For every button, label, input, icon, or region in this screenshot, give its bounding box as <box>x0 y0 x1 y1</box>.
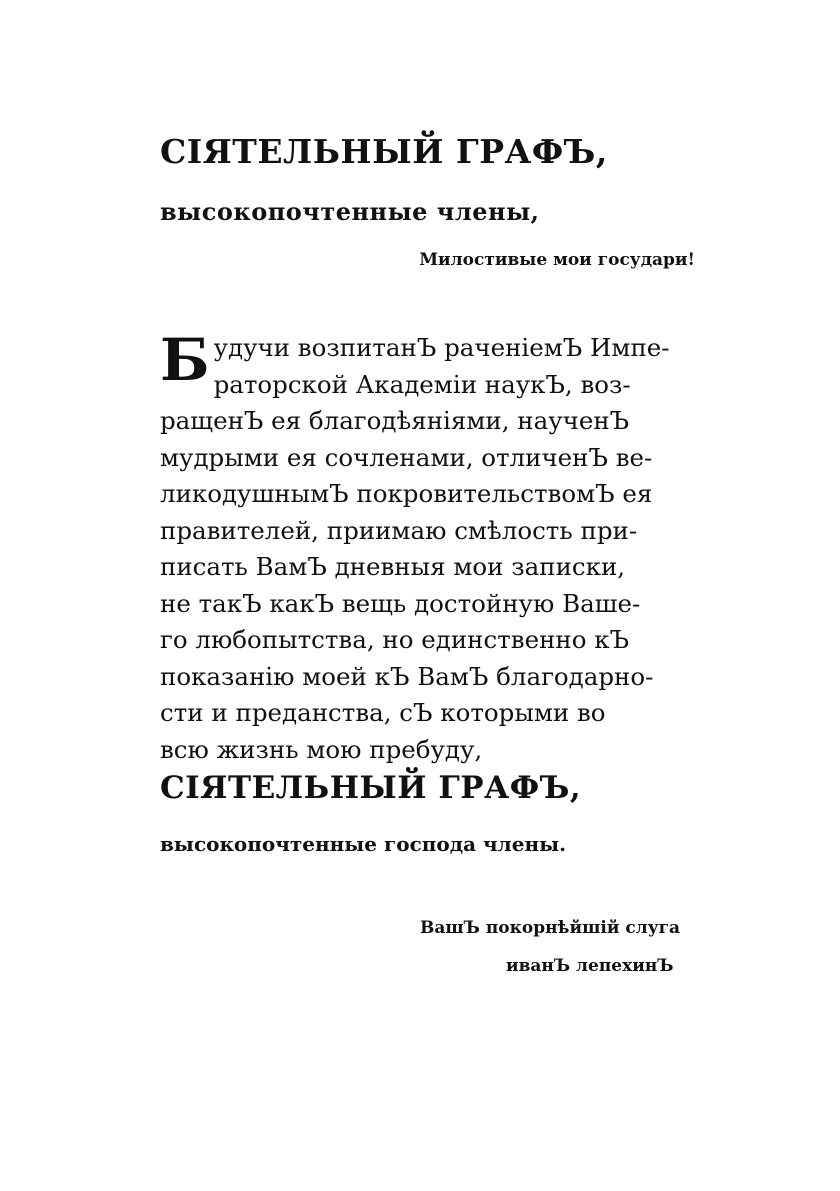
body-line: го любопытства, но единственно кЪ <box>160 625 630 654</box>
body-line: всю жизнь мою пребуду, <box>160 734 483 764</box>
body-line: раторской Академiи наукЪ, воз- <box>213 369 631 399</box>
closing-subheading: высокопочтенные господа члены. <box>160 832 567 856</box>
body-line: удучи возпитанЪ раченiемЪ Импе- <box>213 333 670 362</box>
closing-heading: СIЯТЕЛЬНЫЙ ГРАФЪ, <box>160 770 582 806</box>
body-line: сти и преданства, сЪ которыми во <box>160 698 606 727</box>
drop-cap: Б <box>160 326 210 394</box>
page-heading: СIЯТЕЛЬНЫЙ ГРАФЪ, <box>160 132 608 171</box>
body-line: показанiю моей кЪ ВамЪ благодарно- <box>160 661 654 691</box>
signature-line-2: иванЪ лепехинЪ <box>506 956 674 976</box>
salutation: Милостивые мои государи! <box>419 250 695 270</box>
dedication-body <box>160 326 720 768</box>
body-line: правителей, приимаю смѣлость при- <box>160 515 638 545</box>
page-subheading: высокопочтенные члены, <box>160 197 540 226</box>
body-line: писать ВамЪ дневныя мои записки, <box>160 552 626 581</box>
signature-line-1: ВашЪ покорнѣйшiй слуга <box>420 918 681 938</box>
body-line: ращенЪ ея благодѣянiями, наученЪ <box>160 406 630 435</box>
body-line: не такЪ какЪ вещь достойную Ваше- <box>160 588 641 618</box>
body-line: ликодушнымЪ покровительствомЪ ея <box>160 479 653 508</box>
body-line: мудрыми ея сочленами, отличенЪ ве- <box>160 442 653 472</box>
